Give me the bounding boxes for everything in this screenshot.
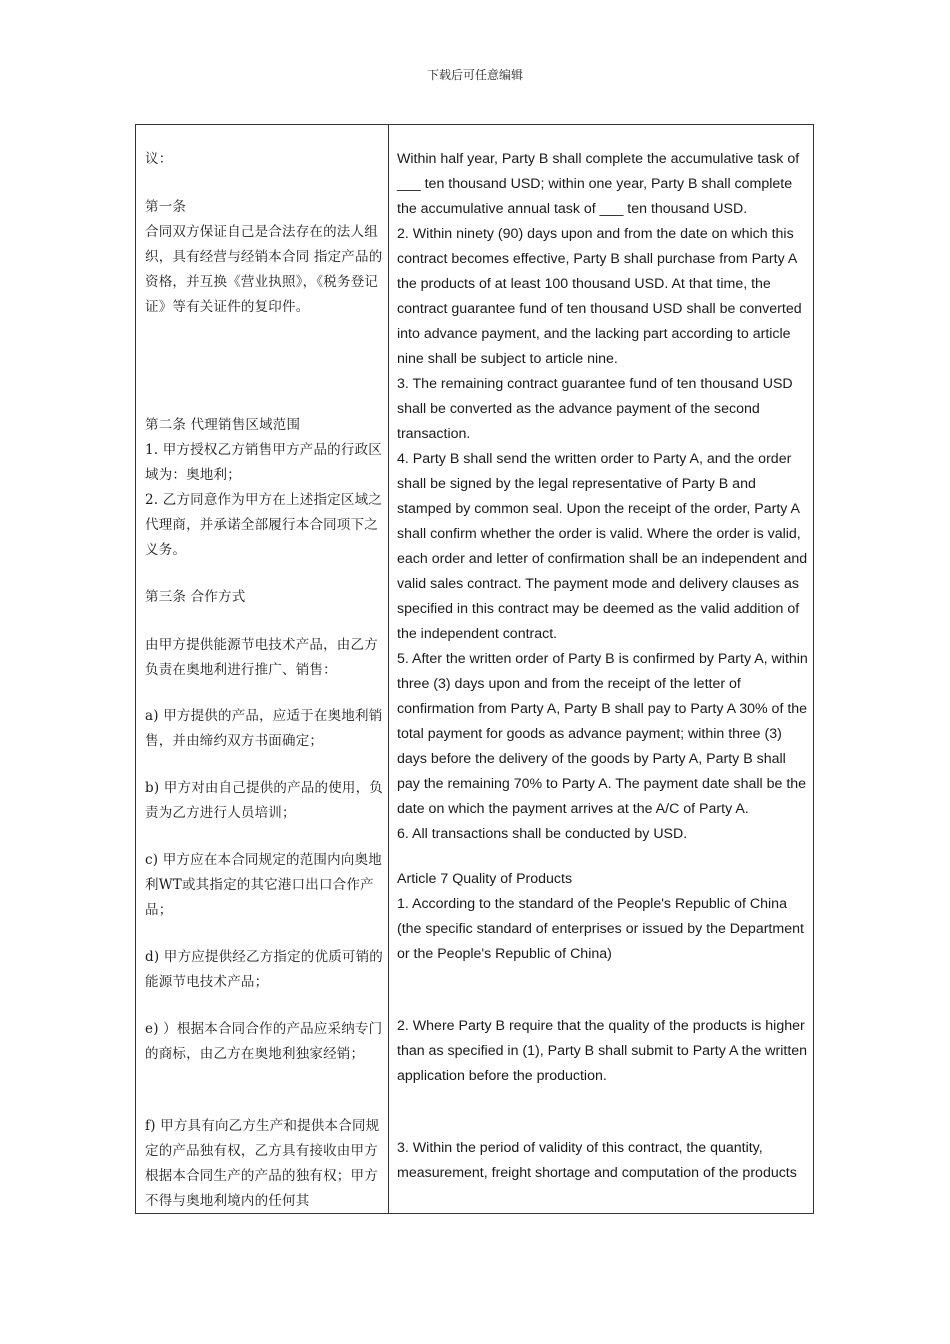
cn-article-2: 第二条 代理销售区域范围 1. 甲方授权乙方销售甲方产品的行政区域为：奥地利； 2. 乙方同意作为甲方在上述指定区域之代理商，并承诺全部履行本合同项下之义务。 bbox=[145, 417, 382, 558]
cn-item-b: b) 甲方对由自己提供的产品的使用，负责为乙方进行人员培训； bbox=[145, 780, 383, 821]
contract-table bbox=[135, 124, 814, 1214]
en-payment-clauses: Within half year, Party B shall complete the accumulative task of ___ ten thousand USD; within one year, Party B shall complete the accumulative annual task of ___ ten thousand USD. 2. Within ninety (90) days upon and from the date on which this contract becomes effective, Party B shall purchase from Party A the products of at least 100 thousand USD. At that time, the contract guarantee fund of ten thousand USD shall be converted into advance payment, and the lacking part according to article nine shall be subject to article nine. 3. The remaining contract guarantee fund of ten thousand USD shall be converted as the advance payment of the second transaction. 4. Party B shall send the written order to Party A, and the order shall be signed by the legal representative of Party B and stamped by common seal. Upon the receipt of the order, Party A shall confirm whether the order is valid. Where the order is valid, each order and letter of confirmation shall be an independent and valid sales contract. The payment mode and delivery clauses as specified in this contract may be deemed as the valid addition of the independent contract. 5. After the written order of Party B is confirmed by Party A, within three (3) days upon and from the receipt of the letter of confirmation from Party A, Party B shall pay to Party A 30% of the total payment for goods as advance payment; within three (3) days before the delivery of the goods by Party A, Party B shall pay the remaining 70% to Party A. The payment date shall be the date on which the payment arrives at the A/C of Party A. 6. All transactions shall be conducted by USD. bbox=[397, 151, 808, 842]
cn-item-d: d) 甲方应提供经乙方指定的优质可销的能源节电技术产品； bbox=[145, 949, 383, 990]
en-article-7: Article 7 Quality of Products 1. According to the standard of the People's Republic of China (the specific standard of enterprises or issued by the Department or the People's Republic of China) bbox=[397, 871, 804, 962]
english-column bbox=[389, 125, 815, 1213]
en-article-7-item-3: 3. Within the period of validity of this contract, the quantity, measurement, freight shortage and computation of the products bbox=[397, 1140, 797, 1181]
en-article-7-item-2: 2. Where Party B require that the quality of the products is higher than as specified in (1), Party B shall submit to Party A the written application before the production. bbox=[397, 1018, 812, 1084]
cn-article-1: 第一条 合同双方保证自己是合法存在的法人组织，具有经营与经销本合同 指定产品的资格，并互换《营业执照》，《税务登记证》等有关证件的复印件。 bbox=[145, 199, 383, 315]
cn-article-3-heading: 第三条 合作方式 bbox=[145, 589, 246, 605]
cn-continuation-text: 议： bbox=[145, 151, 173, 167]
cn-item-f: f) 甲方具有向乙方生产和提供本合同规定的产品独有权，乙方具有接收由甲方根据本合同生产的产品的独有权；甲方不得与奥地利境内的任何其 bbox=[145, 1118, 380, 1209]
cn-item-a: a) 甲方提供的产品，应适于在奥地利销售，并由缔约双方书面确定； bbox=[145, 708, 383, 749]
page-header: 下载后可任意编辑 bbox=[426, 68, 523, 82]
cn-item-e: e) ）根据本合同合作的产品应采纳专门的商标，由乙方在奥地利独家经销； bbox=[145, 1021, 383, 1062]
cn-item-c: c) 甲方应在本合同规定的范围内向奥地利WT或其指定的其它港口出口合作产品； bbox=[145, 852, 382, 918]
chinese-column bbox=[136, 125, 388, 1213]
cn-article-3-intro: 由甲方提供能源节电技术产品，由乙方负责在奥地利进行推广、销售： bbox=[145, 637, 378, 678]
